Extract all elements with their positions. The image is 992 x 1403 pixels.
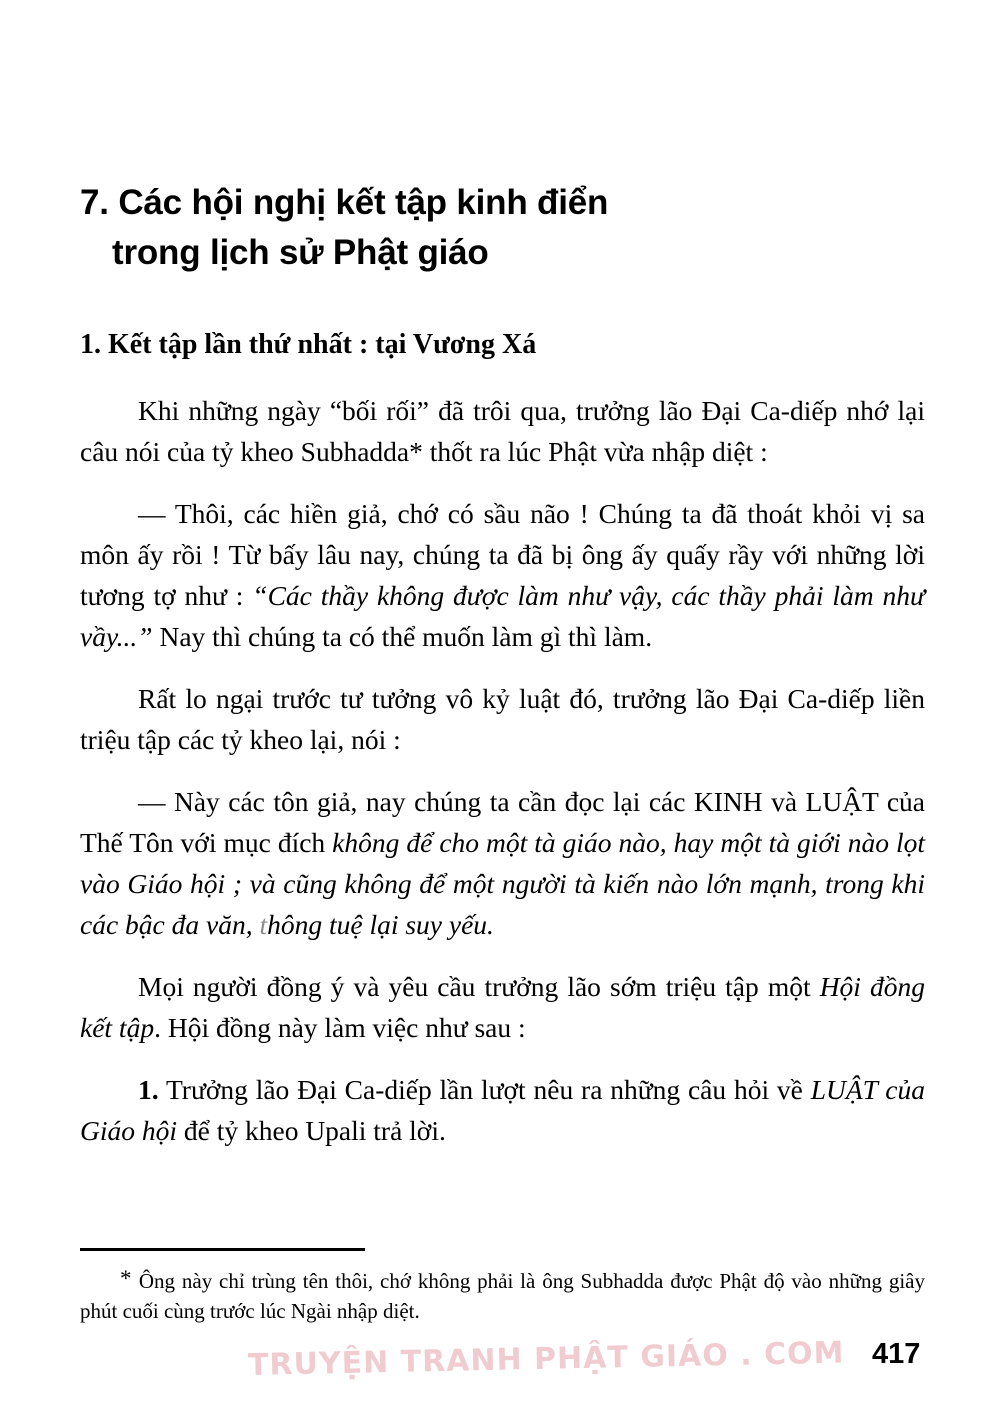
paragraph-5: [80, 945, 925, 1048]
paragraph-5-text-part-1: Mọi người đồng ý và yêu cầu trưởng lão sớm triệu tập một: [138, 971, 820, 1002]
paragraph-2-text-part-1: — Thôi, các hiền giả, chớ có sầu não ! Chúng ta đã thoát khỏi vị sa môn ấy rồi ! Từ bấy lâu nay, chúng ta đã bị ông ấy quấy rầy với những lời tương tợ như :: [80, 498, 925, 611]
paragraph-1: [80, 362, 925, 472]
paragraph-4-italic-part-b: hông tuệ lại suy yếu.: [267, 909, 494, 940]
footnote-text: Ông này chỉ trùng tên thôi, chớ không phải là ông Subhadda được Phật độ vào những giây phút cuối cùng trước lúc Ngài nhập diệt.: [80, 1269, 925, 1323]
paragraph-4-italic-faint-letter: t: [259, 909, 268, 940]
paragraph-3-text: Rất lo ngại trước tư tưởng vô kỷ luật đó, trưởng lão Đại Ca-diếp liền triệu tập các tỷ kheo lại, nói :: [80, 683, 925, 755]
paragraph-4: [80, 760, 925, 945]
paragraph-4-italic-part-a: không để cho một tà giáo nào, hay một tà giới nào lọt vào Giáo hội ; và cũng không để một người tà kiến nào lớn mạnh, trong khi các bậc đa văn,: [80, 827, 925, 940]
chapter-heading: [80, 0, 925, 278]
paragraph-6-text-part-2: để tỷ kheo Upali trả lời.: [177, 1115, 446, 1146]
chapter-heading-line-1: 7. Các hội nghị kết tập kinh điển: [80, 183, 609, 222]
footnote: [80, 1251, 925, 1326]
paragraph-6-text-part-1: Trưởng lão Đại Ca-diếp lần lượt nêu ra những câu hỏi về: [158, 1074, 811, 1105]
footnote-marker: *: [120, 1266, 139, 1291]
list-item-number: 1.: [138, 1074, 159, 1105]
paragraph-2: [80, 472, 925, 657]
paragraph-2-text-part-2: Nay thì chúng ta có thể muốn làm gì thì làm.: [152, 621, 653, 652]
page-number: 417: [872, 1338, 921, 1370]
chapter-heading-line-2: trong lịch sử Phật giáo: [112, 233, 489, 272]
paragraph-2-quote-italic: “Các thầy không được làm như vậy, các thầy phải làm như vầy...”: [80, 580, 925, 652]
page-content: [80, 0, 925, 1151]
paragraph-5-italic-term: Hội đồng kết tập: [80, 971, 926, 1043]
paragraph-1-text: Khi những ngày “bối rối” đã trôi qua, trưởng lão Đại Ca-diếp nhớ lại câu nói của tỷ kheo Subhadda* thốt ra lúc Phật vừa nhập diệt :: [80, 395, 925, 467]
paragraph-5-text-part-2: . Hội đồng này làm việc như sau :: [154, 1012, 526, 1043]
watermark: TRUYỆN TRANH PHẬT GIÁO . COM: [247, 1335, 845, 1383]
paragraph-6-italic-term: LUẬT của Giáo hội: [80, 1074, 925, 1146]
section-heading: 1. Kết tập lần thứ nhất : tại Vương Xá: [80, 329, 537, 360]
paragraph-6-numbered-item: [80, 1048, 925, 1151]
paragraph-4-text-part-1: — Này các tôn giả, nay chúng ta cần đọc lại các KINH và LUẬT của Thế Tôn với mục đích: [80, 786, 925, 858]
footnote-area: [80, 1248, 925, 1326]
paragraph-3: [80, 657, 925, 760]
